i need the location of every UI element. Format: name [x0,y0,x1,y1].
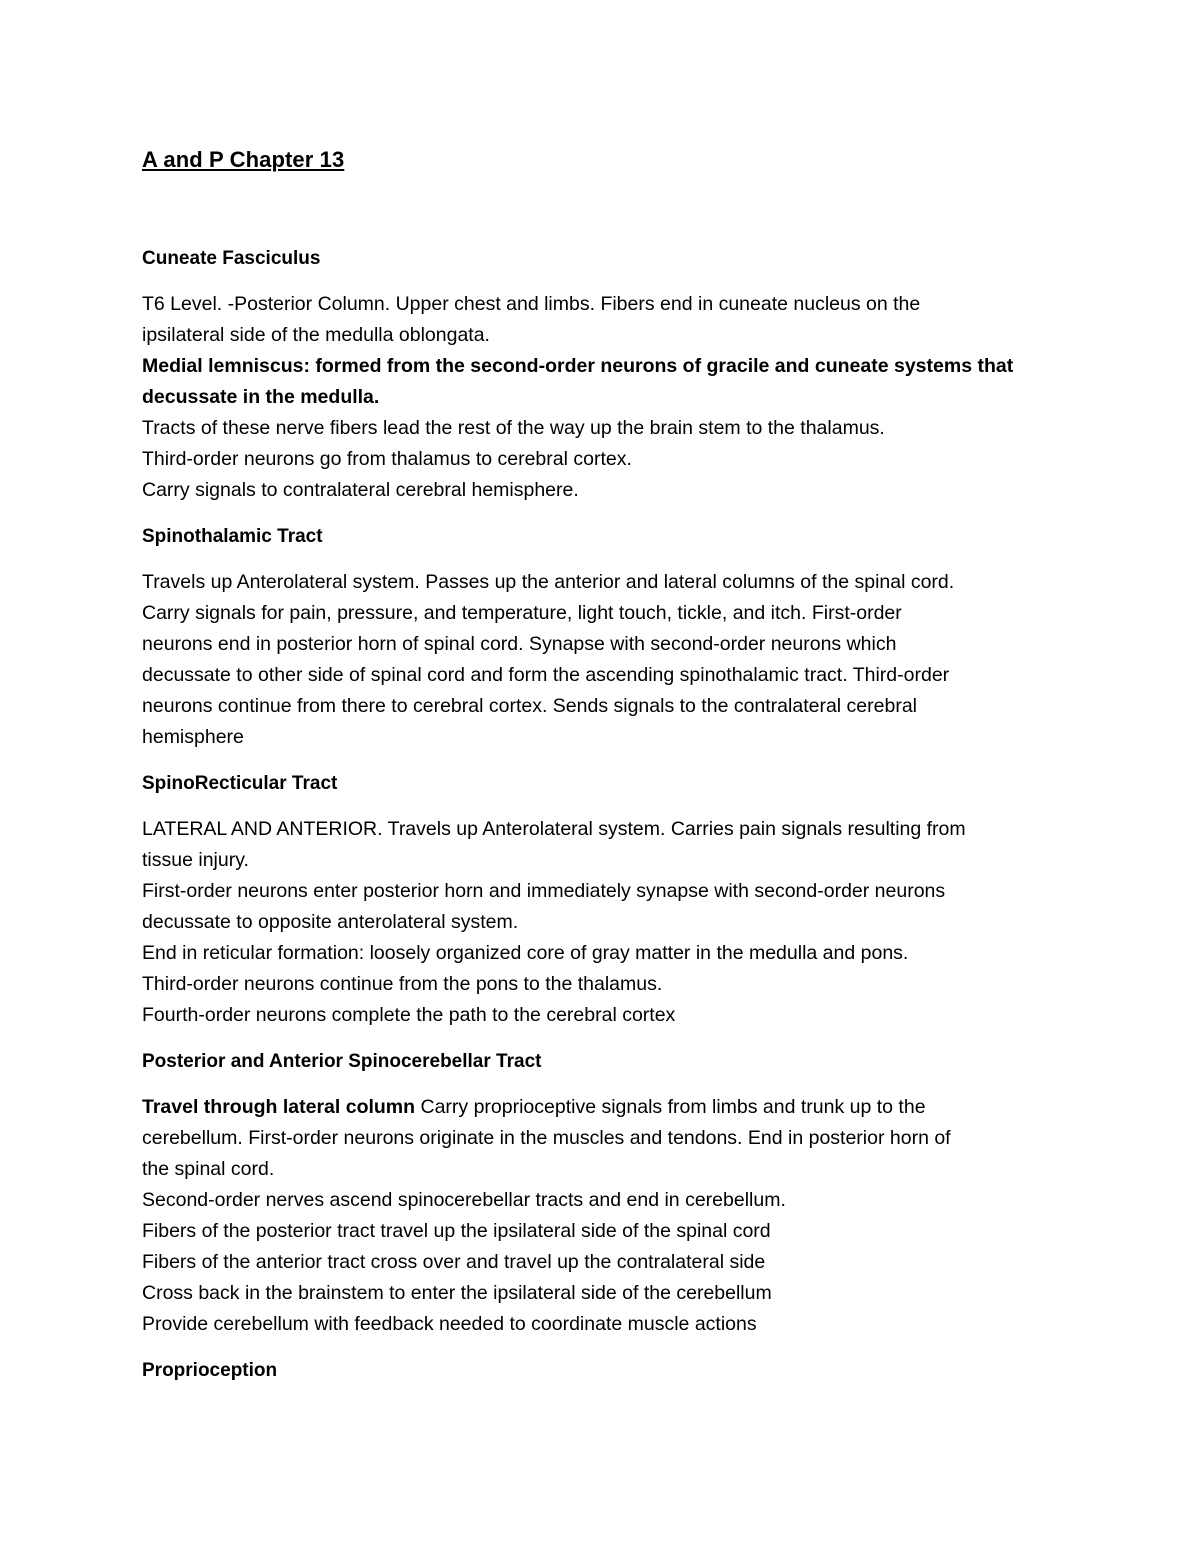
text-line-mixed [142,1092,1072,1123]
text-line: the spinal cord. [142,1158,275,1180]
text-line: ipsilateral side of the medulla oblongata. [142,324,490,346]
text-line: neurons continue from there to cerebral cortex. Sends signals to the contralateral cerebral [142,695,918,717]
text-line: Second-order nerves ascend spinocerebellar tracts and end in cerebellum. [142,1189,786,1211]
section-body [142,289,1072,506]
section-spinothalamic-tract [142,521,1072,753]
text-line: Carry signals to contralateral cerebral hemisphere. [142,479,579,501]
text-line: Travels up Anterolateral system. Passes up the anterior and lateral columns of the spinal cord. [142,571,955,593]
section-heading: SpinoRecticular Tract [142,773,338,794]
section-body [142,1092,1072,1340]
text-line: LATERAL AND ANTERIOR. Travels up Anterolateral system. Carries pain signals resulting from [142,818,966,840]
section-spinorecticular-tract [142,768,1072,1031]
text-line: Third-order neurons continue from the pons to the thalamus. [142,973,663,995]
text-line: Third-order neurons go from thalamus to cerebral cortex. [142,448,632,470]
text-line: hemisphere [142,726,244,748]
text-line: decussate to opposite anterolateral system. [142,911,519,933]
text-line: Tracts of these nerve fibers lead the rest of the way up the brain stem to the thalamus. [142,417,885,439]
section-body [142,567,1072,753]
section-body [142,814,1072,1031]
text-line: Fourth-order neurons complete the path to the cerebral cortex [142,1004,676,1026]
text-line: Provide cerebellum with feedback needed to coordinate muscle actions [142,1313,757,1335]
document-title: A and P Chapter 13 [142,147,345,172]
inline-text: Carry proprioceptive signals from limbs and trunk up to the [415,1096,926,1118]
document-body [142,143,1072,1401]
section-heading: Spinothalamic Tract [142,526,323,547]
section-heading: Cuneate Fasciculus [142,248,321,269]
text-line: tissue injury. [142,849,249,871]
text-line: decussate to other side of spinal cord and form the ascending spinothalamic tract. Third-order [142,664,950,686]
text-line: cerebellum. First-order neurons originate in the muscles and tendons. End in posterior horn of [142,1127,951,1149]
section-spinocerebellar-tract [142,1046,1072,1340]
text-line: Fibers of the posterior tract travel up the ipsilateral side of the spinal cord [142,1220,771,1242]
text-line: Fibers of the anterior tract cross over and travel up the contralateral side [142,1251,766,1273]
section-heading: Proprioception [142,1360,278,1381]
text-line: Cross back in the brainstem to enter the ipsilateral side of the cerebellum [142,1282,772,1304]
text-line: T6 Level. -Posterior Column. Upper chest and limbs. Fibers end in cuneate nucleus on the [142,293,921,315]
section-cuneate-fasciculus [142,243,1072,506]
section-proprioception [142,1355,1072,1386]
text-line: First-order neurons enter posterior horn and immediately synapse with second-order neurons [142,880,946,902]
section-heading: Posterior and Anterior Spinocerebellar Tract [142,1051,542,1072]
text-line-bold: Medial lemniscus: formed from the second-order neurons of gracile and cuneate systems that [142,355,1014,377]
text-line-bold: decussate in the medulla. [142,386,380,408]
text-line: End in reticular formation: loosely organized core of gray matter in the medulla and pons. [142,942,909,964]
inline-bold-text: Travel through lateral column [142,1096,416,1118]
text-line: neurons end in posterior horn of spinal cord. Synapse with second-order neurons which [142,633,897,655]
text-line: Carry signals for pain, pressure, and temperature, light touch, tickle, and itch. First-order [142,602,902,624]
